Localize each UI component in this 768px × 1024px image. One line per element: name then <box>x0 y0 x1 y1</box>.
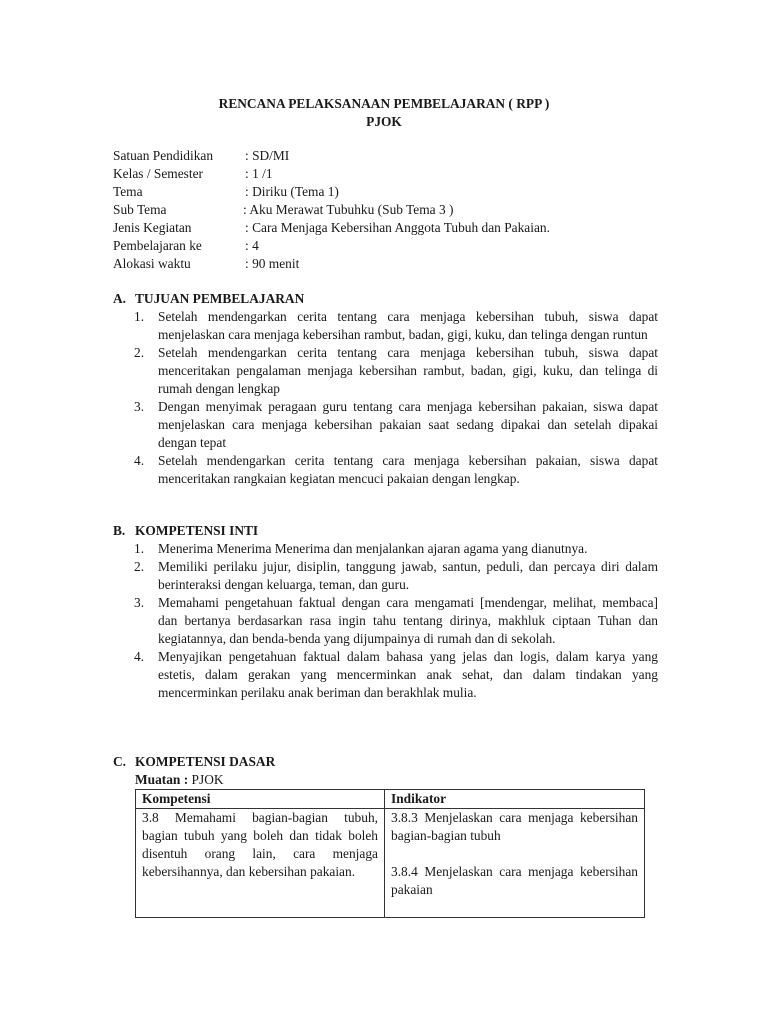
muatan-label: Muatan : <box>135 772 189 787</box>
item-number: 3. <box>134 399 145 414</box>
list-item <box>113 452 658 488</box>
document-title: RENCANA PELAKSANAAN PEMBELAJARAN ( RPP ) <box>218 96 550 111</box>
info-label: Pembelajaran ke <box>113 238 202 253</box>
item-number: 4. <box>134 453 145 468</box>
indikator-item: 3.8.4 Menjelaskan cara menjaga kebersihan pakaian <box>391 864 638 897</box>
indikator-cell <box>385 809 645 918</box>
item-number: 3. <box>134 595 145 610</box>
muatan-line <box>135 771 224 789</box>
kompetensi-table <box>135 789 645 918</box>
section-tujuan <box>113 290 658 488</box>
indikator-item: 3.8.3 Menjelaskan cara menjaga kebersihan bagian-bagian tubuh <box>391 810 638 843</box>
info-value: : Aku Merawat Tubuhku (Sub Tema 3 ) <box>243 202 454 217</box>
table-header-kompetensi: Kompetensi <box>136 790 385 809</box>
info-label: Satuan Pendidikan <box>113 148 214 163</box>
info-value: : Cara Menjaga Kebersihan Anggota Tubuh dan Pakaian. <box>245 220 550 235</box>
section-title: TUJUAN PEMBELAJARAN <box>135 291 305 306</box>
table-row <box>136 809 645 918</box>
info-value: : SD/MI <box>245 148 290 163</box>
numbered-list <box>113 540 658 702</box>
section-kompetensi-dasar <box>113 753 658 771</box>
table-header-indikator: Indikator <box>385 790 645 809</box>
info-label: Sub Tema <box>113 202 167 217</box>
item-number: 1. <box>134 541 145 556</box>
section-letter: A. <box>113 291 127 306</box>
item-text: Setelah mendengarkan cerita tentang cara menjaga kebersihan pakaian, siswa dapat menceritakan rangkaian kegiatan mencuci pakaian dengan lengkap. <box>158 453 658 486</box>
spacer <box>391 845 638 863</box>
info-value: : 1 /1 <box>245 166 273 181</box>
item-text: Menerima Menerima Menerima dan menjalankan ajaran agama yang dianutnya. <box>158 541 588 556</box>
list-item <box>113 308 658 344</box>
numbered-list <box>113 308 658 488</box>
item-text: Setelah mendengarkan cerita tentang cara menjaga kebersihan tubuh, siswa dapat menceritakan pengalaman menjaga kebersihan rambut, badan, gigi, kuku, dan telinga di rumah dengan lengkap <box>158 345 658 396</box>
section-heading <box>113 522 658 540</box>
item-text: Memiliki perilaku jujur, disiplin, tanggung jawab, santun, peduli, dan percaya diri dalam berinteraksi dengan keluarga, teman, dan guru. <box>158 559 658 592</box>
item-number: 2. <box>134 345 145 360</box>
list-item <box>113 558 658 594</box>
info-value: : Diriku (Tema 1) <box>245 184 339 199</box>
item-text: Memahami pengetahuan faktual dengan cara mengamati [mendengar, melihat, membaca] dan bertanya berdasarkan rasa ingin tahu tentang dirinya, makhluk ciptaan Tuhan dan kegiatannya, dan benda-benda yang dijumpainya di rumah dan di sekolah. <box>158 595 658 646</box>
section-title: KOMPETENSI INTI <box>135 523 259 538</box>
list-item <box>113 540 658 558</box>
item-number: 1. <box>134 309 145 324</box>
list-item <box>113 398 658 452</box>
muatan-value: PJOK <box>188 772 224 787</box>
kompetensi-cell: 3.8 Memahami bagian-bagian tubuh, bagian tubuh yang boleh dan tidak boleh disentuh orang lain, cara menjaga kebersihannya, dan kebersihan pakaian. <box>136 809 385 918</box>
list-item <box>113 594 658 648</box>
section-title: KOMPETENSI DASAR <box>135 754 276 769</box>
item-text: Menyajikan pengetahuan faktual dalam bahasa yang jelas dan logis, dalam karya yang estetis, dalam gerakan yang mencerminkan anak sehat, dan dalam tindakan yang mencerminkan perilaku anak beriman dan berakhlak mulia. <box>158 649 658 700</box>
info-label: Tema <box>113 184 143 199</box>
info-label: Kelas / Semester <box>113 166 203 181</box>
item-text: Setelah mendengarkan cerita tentang cara menjaga kebersihan tubuh, siswa dapat menjelaskan cara menjaga kebersihan rambut, badan, gigi, kuku, dan telinga dengan runtun <box>158 309 658 342</box>
document-subtitle: PJOK <box>366 114 402 129</box>
list-item <box>113 344 658 398</box>
section-letter: C. <box>113 754 127 769</box>
section-kompetensi-inti <box>113 522 658 702</box>
section-heading <box>113 753 658 771</box>
item-number: 4. <box>134 649 145 664</box>
item-number: 2. <box>134 559 145 574</box>
list-item <box>113 648 658 702</box>
info-value: : 4 <box>245 238 259 253</box>
info-label: Jenis Kegiatan <box>113 220 192 235</box>
item-text: Dengan menyimak peragaan guru tentang cara menjaga kebersihan pakaian, siswa dapat menjelaskan cara menjaga kebersihan pakaian saat sedang dipakai dan setelah dipakai dengan tepat <box>158 399 658 450</box>
section-heading <box>113 290 658 308</box>
info-value: : 90 menit <box>245 256 300 271</box>
table-header-row <box>136 790 645 809</box>
info-label: Alokasi waktu <box>113 256 191 271</box>
section-letter: B. <box>113 523 126 538</box>
